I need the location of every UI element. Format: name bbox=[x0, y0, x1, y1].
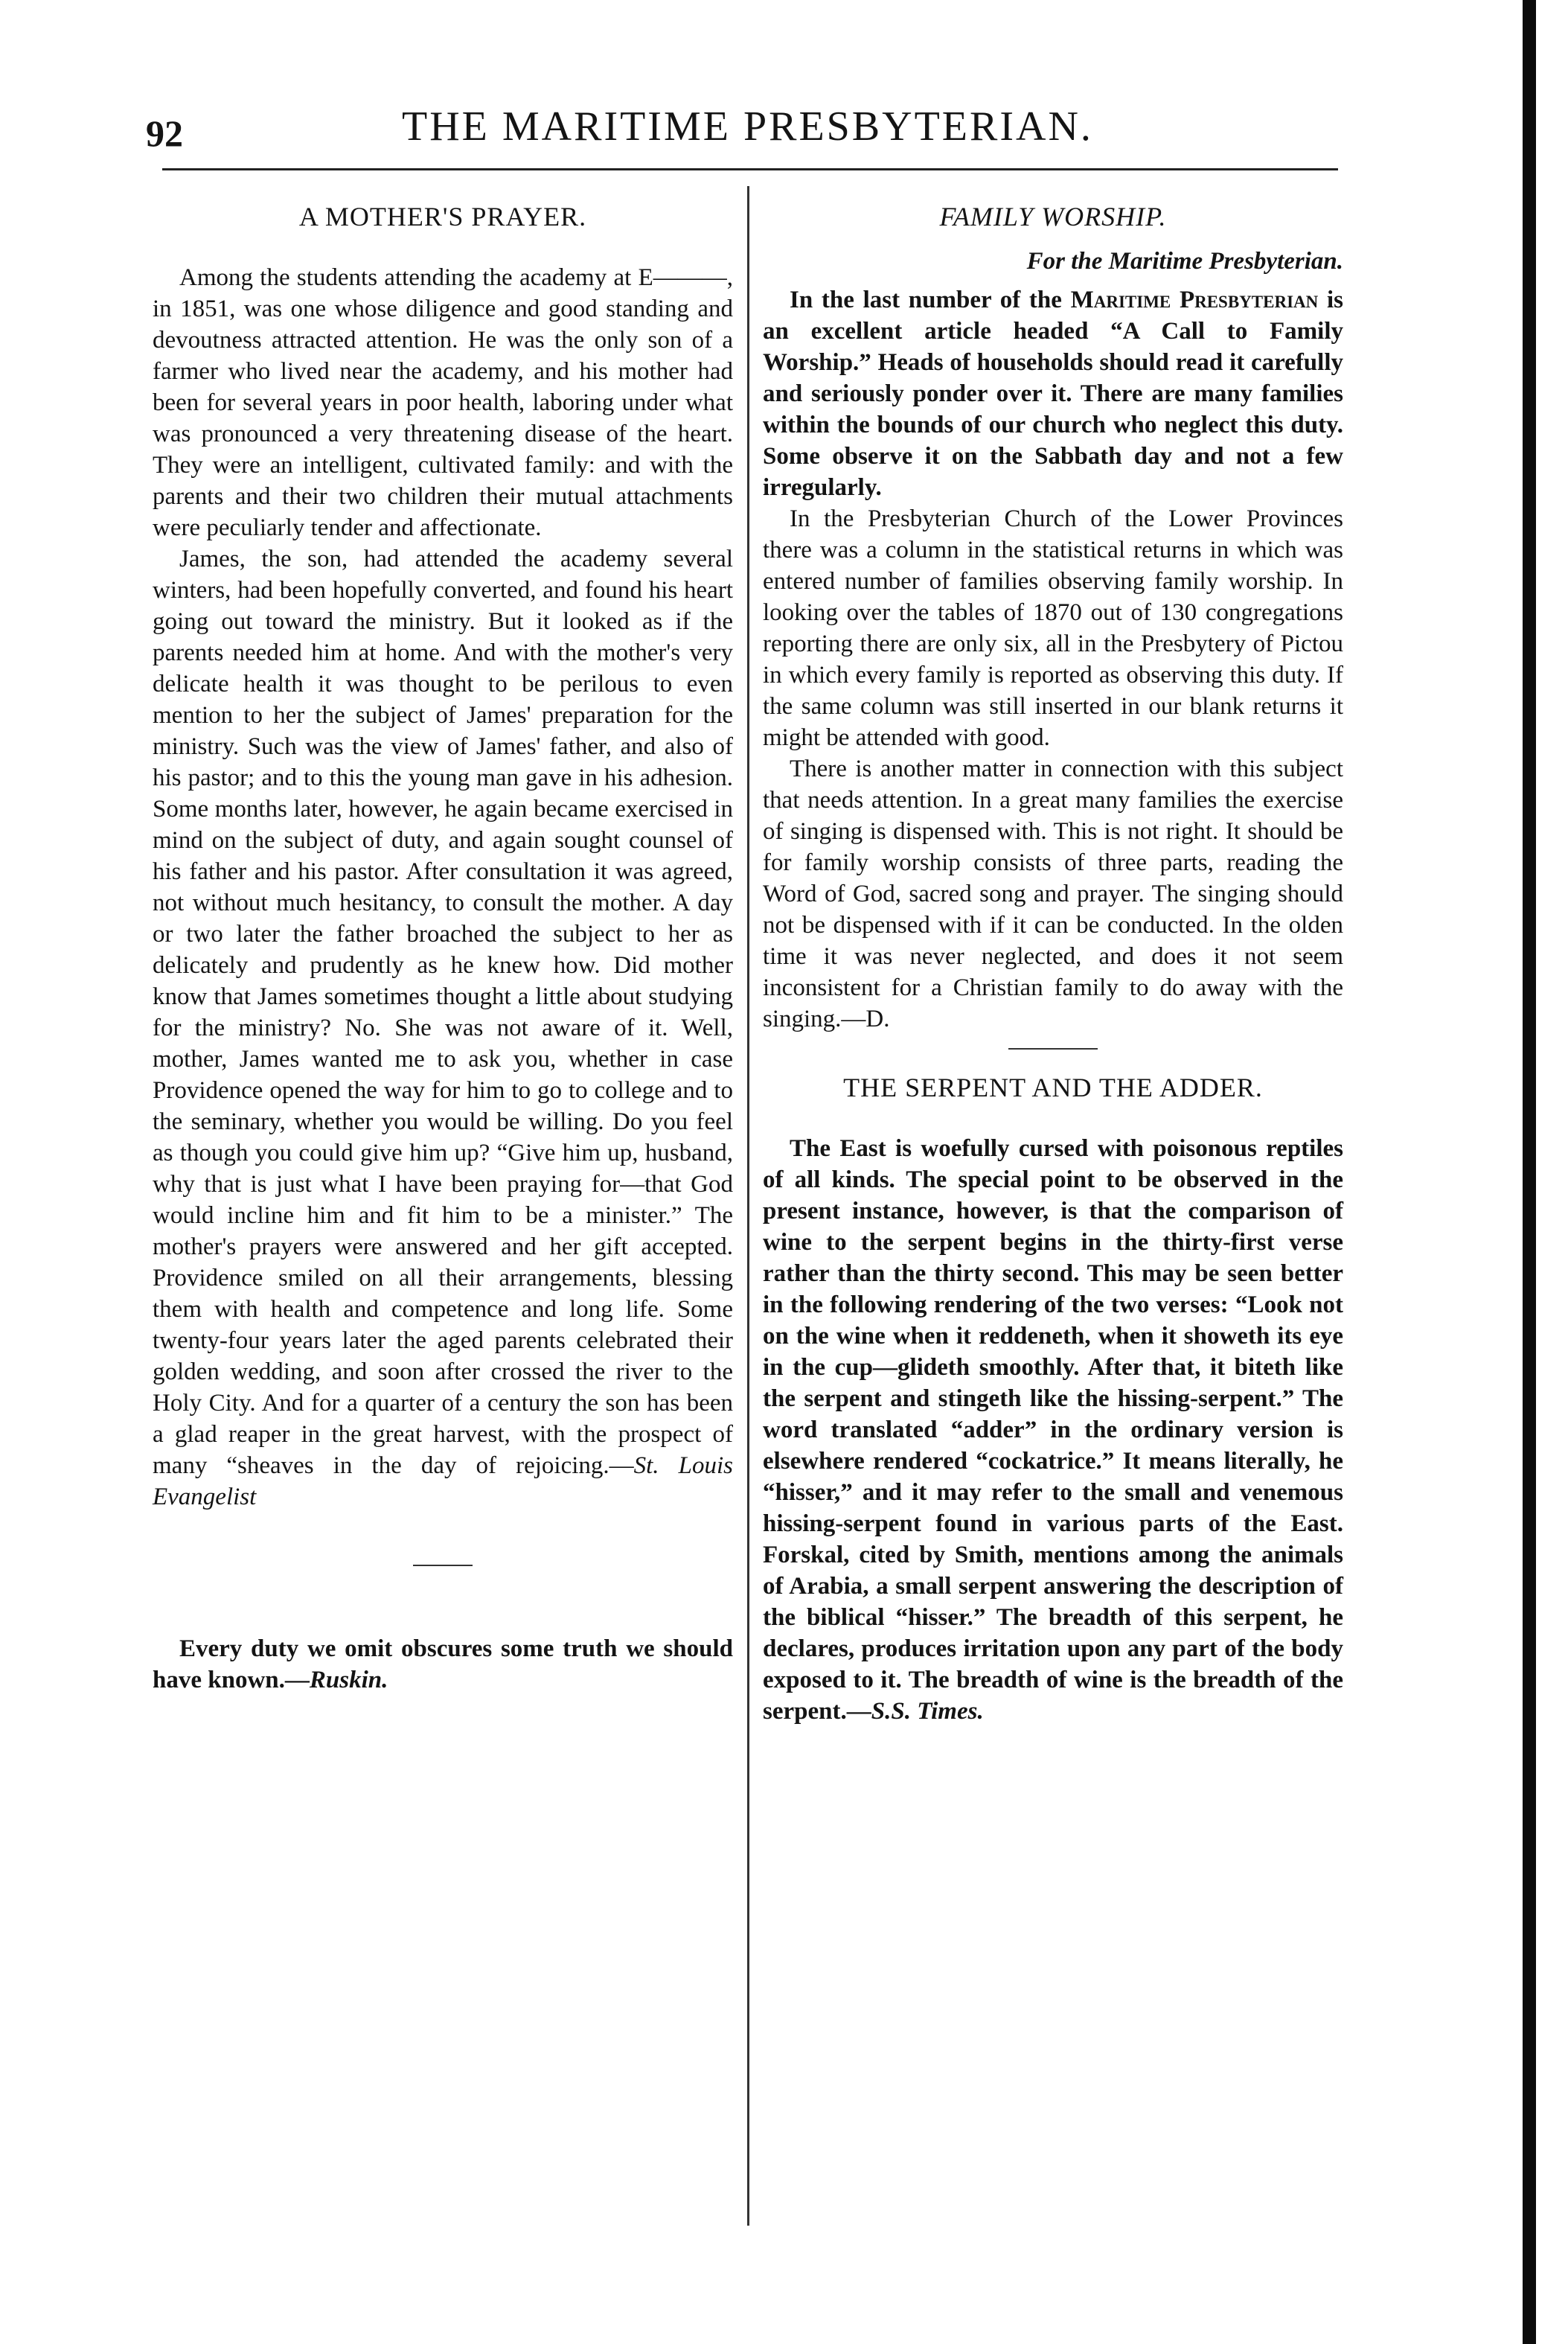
paragraph-text: James, the son, had attended the academy several winters, had been hopefully converted, and found his heart going out toward the ministry. But it looked as if the parents needed him at home. And with the mother's very delicate health it was thought to be perilous to even mention to her the subject of James' preparation for the ministry. Such was the view of James' father, and also of his pastor; and to this the young man gave in his adhesion. Some months later, however, he again became exercised in mind on the subject of duty, and again sought counsel of his father and his pastor. After consultation it was agreed, not without much hesitancy, to consult the mother. A day or two later the father broached the subject to her as delicately and prudently as he knew how. Did mother know that James sometimes thought a little about studying for the ministry? No. She was not aware of it. Well, mother, James wanted me to ask you, whether in case Providence opened the way for him to go to college and to the seminary, whether you would be willing. Do you feel as though you could give him up? “Give him up, husband, why that is just what I have been praying for—that God would incline him and fit him to be a minister.” The mother's prayers were answered and her gift accepted. Providence smiled on all their arrangements, blessing them with health and competence and long life. Some twenty-four years later the aged parents celebrated their golden wedding, and soon after crossed the river to the Holy City. And for a quarter of a century the son has been a glad reaper in the great harvest, with the prospect of many “sheaves in the day of rejoicing.— bbox=[153, 546, 733, 1479]
paragraph-text: is an excellent article headed “A Call to Family Worship.” Heads of households should read it carefully and seriously ponder over it. There are many families within the bounds of our church who neglect this duty. Some observe it on the Sabbath day and not a few irregularly. bbox=[763, 287, 1343, 501]
article-byline: For the Maritime Presbyterian. bbox=[1026, 248, 1343, 275]
paragraph-text: In the last number of the bbox=[790, 287, 1071, 313]
article-paragraph: There is another matter in connection with this subject that needs attention. In a great many families the exercise of singing is dispensed with. This is not right. It should be for family worship consists of three parts, reading the Word of God, sacred song and prayer. The singing should not be dispensed with if it can be conducted. In the olden time it was never neglected, and does it not seem inconsistent for a Christian family to do away with the singing.—D. bbox=[763, 756, 1343, 1032]
article-title-family-worship: FAMILY WORSHIP. bbox=[939, 202, 1167, 231]
article-paragraph bbox=[763, 284, 1343, 503]
journal-name: Maritime Presbyterian bbox=[1070, 287, 1319, 313]
quote-source: Ruskin. bbox=[309, 1667, 388, 1693]
page-edge-shadow bbox=[1523, 0, 1536, 2344]
article-paragraph: In the Presbyterian Church of the Lower Provinces there was a column in the statistical returns in which was entered number of families observing family worship. In looking over the tables of 1870 out of 130 congregations reporting there are only six, all in the Presbytery of Pictou in which every family is reported as observing this duty. If the same column was still inserted in our blank returns it might be attended with good. bbox=[763, 505, 1343, 751]
right-column bbox=[763, 201, 1343, 1727]
paragraph-text: The East is woefully cursed with poisonous reptiles of all kinds. The special point to be observed in the present instance, however, is that the comparison of wine to the serpent begins in the thirty-first verse rather than the thirty second. This may be seen better in the following rendering of the two verses: “Look not on the wine when it reddeneth, when it showeth its eye in the cup—glideth smoothly. After that, it biteth like the serpent and stingeth like the hissing-serpent.” The word translated “adder” in the ordinary version is elsewhere rendered “cockatrice.” It means literally, he “hisser,” and it may refer to the small and venemous hissing-serpent found in various parts of the East. Forskal, cited by Smith, mentions among the animals of Arabia, a small serpent answering the description of the biblical “hisser.” The breadth of this serpent, he declares, produces irritation upon any part of the body exposed to it. The breadth of wine is the breadth of the serpent.— bbox=[763, 1135, 1343, 1725]
article-paragraph: Among the students attending the academy at E———, in 1851, was one whose diligence and good standing and devoutness attracted attention. He was the only son of a farmer who lived near the academy, and his mother had been for several years in poor health, laboring under what was pronounced a very threatening disease of the heart. They were an intelligent, cultivated family: and with the parents and their two children their mutual attachments were peculiarly tender and affectionate. bbox=[153, 264, 733, 541]
left-column bbox=[153, 201, 733, 1696]
ruskin-quote bbox=[153, 1633, 733, 1696]
article-paragraph bbox=[763, 1133, 1343, 1727]
journal-title: THE MARITIME PRESBYTERIAN. bbox=[402, 103, 1093, 150]
page-number: 92 bbox=[146, 112, 183, 154]
column-divider bbox=[747, 186, 749, 2226]
article-source: S.S. Times. bbox=[871, 1698, 984, 1725]
article-source: St. Louis Evangelist bbox=[153, 1452, 733, 1510]
article-title-serpent-adder: THE SERPENT AND THE ADDER. bbox=[843, 1073, 1263, 1102]
article-paragraph bbox=[153, 543, 733, 1513]
section-divider bbox=[1008, 1048, 1098, 1050]
quote-text: Every duty we omit obscures some truth we should have known.— bbox=[153, 1635, 733, 1693]
header-rule bbox=[162, 168, 1338, 170]
section-divider bbox=[413, 1565, 473, 1566]
article-title-mothers-prayer: A MOTHER'S PRAYER. bbox=[298, 202, 587, 231]
